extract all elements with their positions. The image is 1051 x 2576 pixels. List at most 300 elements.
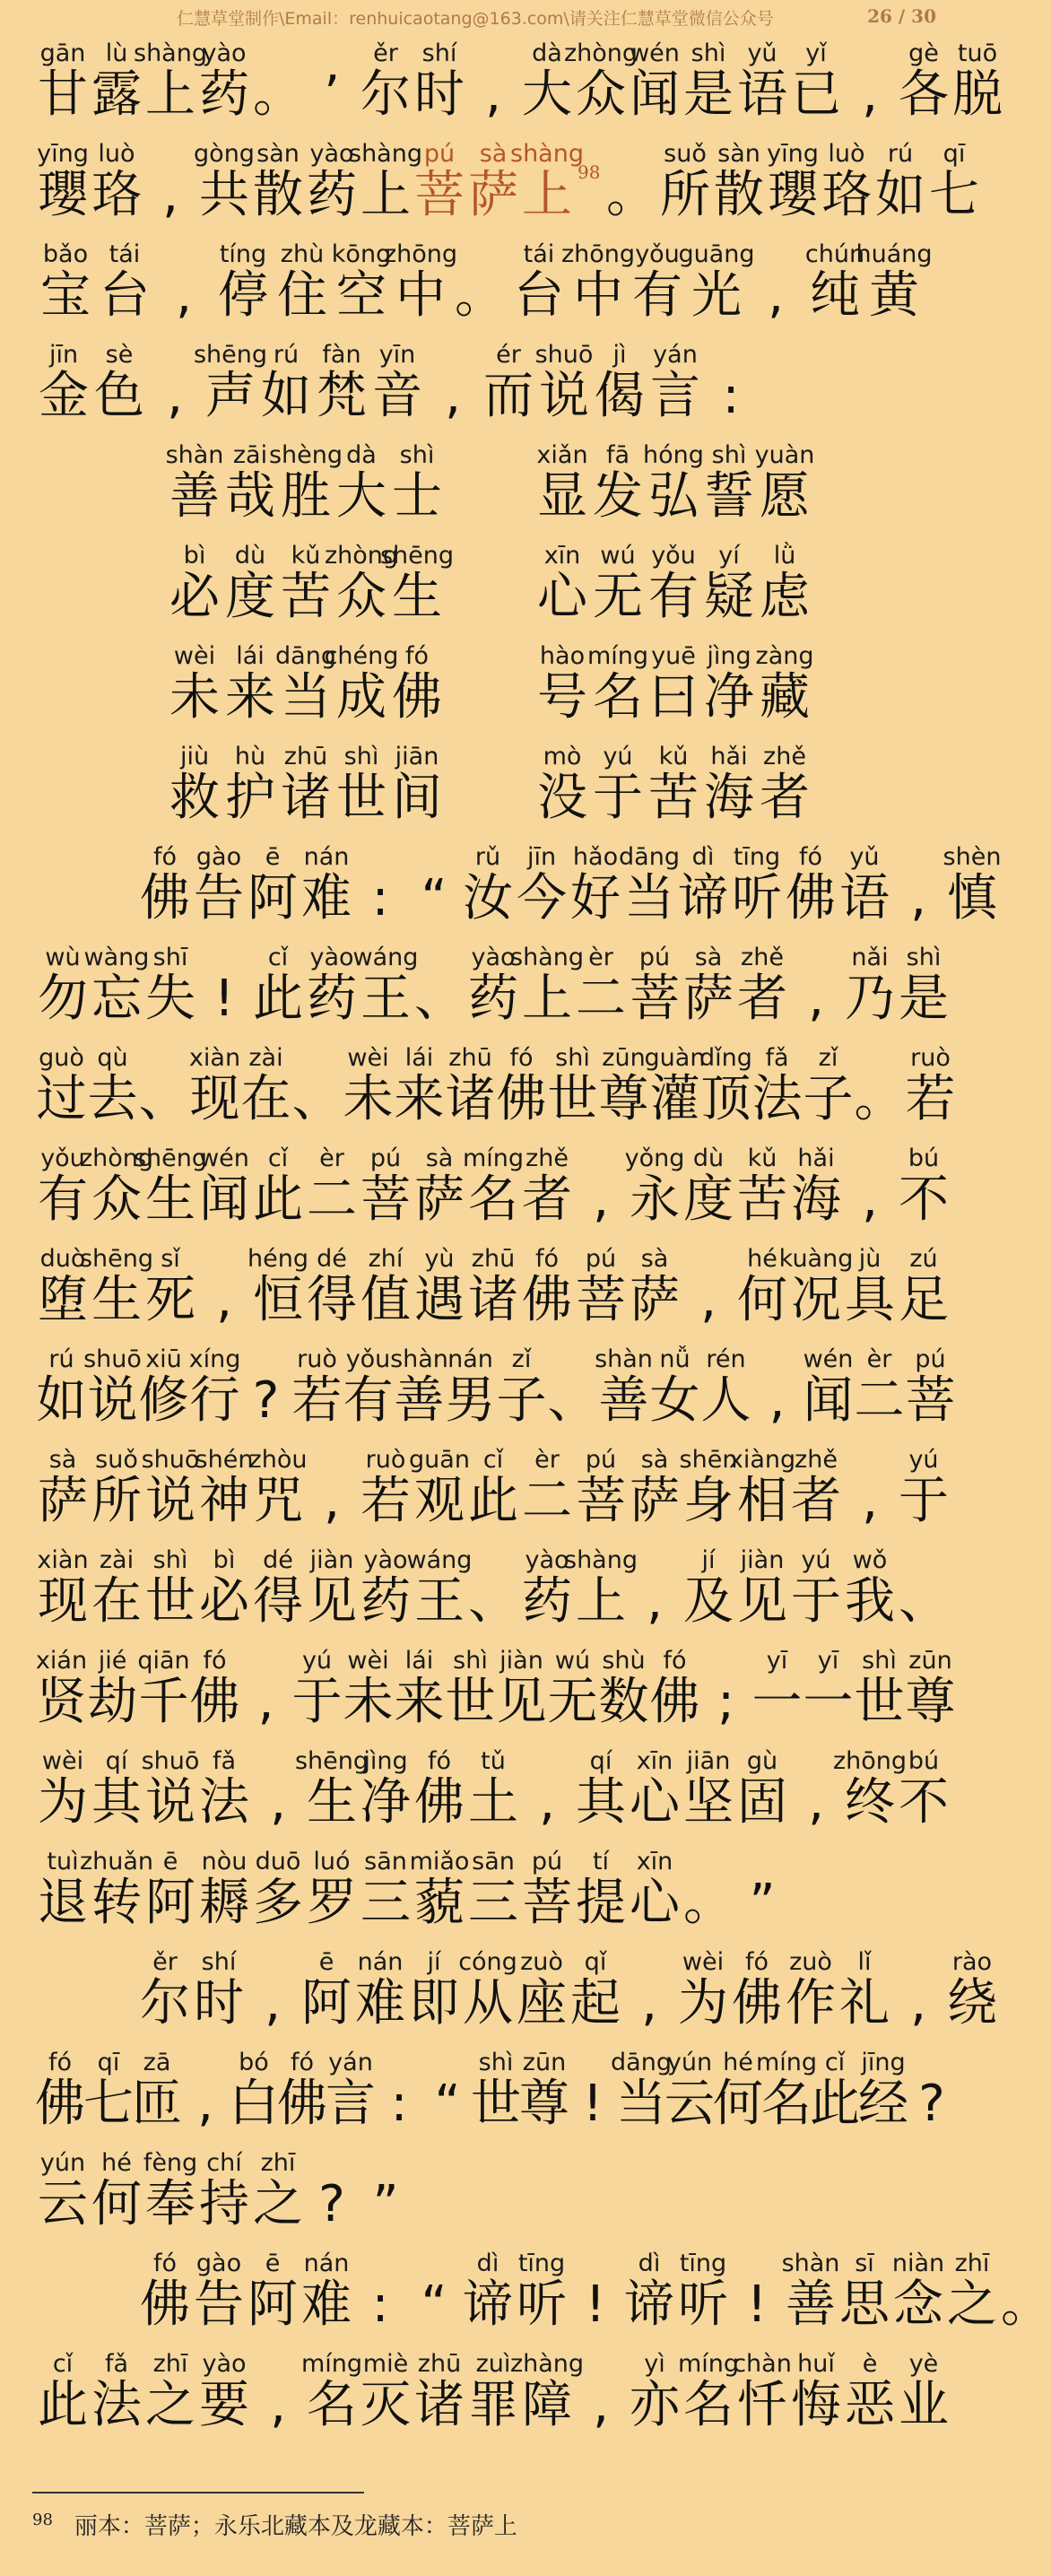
pinyin-syllable: rú [887,140,914,168]
pinyin-syllable: è [862,2350,878,2378]
hanzi-char: , [257,1673,274,1731]
text-line [0,2343,968,2443]
pinyin-syllable: jiàn [499,1647,543,1675]
hanzi-char: 珞 [821,166,872,224]
hanzi-char: 善 [786,2276,836,2334]
hanzi-char: 听 [517,2276,567,2334]
text-line [0,1037,968,1137]
pinyin-syllable: sà [640,1245,669,1273]
hanzi-char: 悔 [791,2376,841,2434]
hanzi-char: 众 [91,1171,142,1229]
pinyin-syllable: míng [462,1144,525,1172]
pinyin-syllable: yì [644,2350,665,2378]
pinyin-syllable: yào [309,944,354,971]
pinyin-syllable: hǎi [710,743,748,770]
pinyin-syllable: fó [663,1647,687,1675]
hanzi-char: ? [252,1371,280,1430]
pinyin-syllable: qiān [137,1647,190,1675]
pinyin-syllable: ē [265,843,281,871]
hanzi-row [0,1670,968,1735]
hanzi-char: 佛 [189,1673,240,1731]
hanzi-char: 今 [517,869,567,927]
hanzi-char: 身 [683,1472,734,1530]
hanzi-char: 如 [261,367,311,425]
hanzi-char: 善 [598,1371,649,1430]
pinyin-syllable: lái [236,642,265,670]
text-line [0,1941,997,2041]
hanzi-char: 法 [199,1773,249,1832]
hanzi-char: 一 [803,1673,854,1731]
hanzi-char: 况 [791,1271,841,1329]
hanzi-char: 佛 [496,1070,547,1128]
pinyin-syllable: pú [531,1848,563,1875]
pinyin-syllable: tíng [219,240,267,268]
hanzi-char: 苦 [648,769,699,827]
hanzi-char: 住 [277,266,327,325]
hanzi-char: 发 [593,467,643,526]
pinyin-syllable: guāng [678,240,755,268]
hanzi-char: 说 [145,1773,195,1832]
hanzi-char: 要 [199,2376,249,2434]
pinyin-syllable: tí [592,1848,610,1875]
hanzi-char: 世 [471,2075,521,2133]
pinyin-syllable: shàng [510,944,584,971]
hanzi-char: 共 [199,166,249,224]
hanzi-char: 二 [307,1171,357,1229]
pinyin-syllable: xíng [188,1345,241,1373]
hanzi-char: 过 [36,1070,87,1128]
hanzi-char: 黄 [869,266,919,325]
pinyin-syllable: zūn [908,1647,952,1675]
pinyin-syllable: jié [98,1647,127,1675]
hanzi-char: 间 [392,769,442,827]
hanzi-char: : [371,2276,389,2334]
hanzi-row [0,866,997,931]
text-line [0,836,1002,936]
hanzi-char: “ [421,869,447,927]
pinyin-syllable: gù [746,1747,778,1775]
pinyin-syllable: gè [908,39,939,67]
pinyin-syllable: xīn [636,1747,673,1775]
hanzi-char: , [808,970,824,1028]
pinyin-syllable: héng [248,1245,308,1273]
pinyin-syllable: zhī [954,2250,990,2277]
hanzi-char: 者 [522,1171,572,1229]
pinyin-syllable: xiàn [37,1546,89,1574]
hanzi-char: , [808,1773,824,1832]
hanzi-row [0,967,968,1031]
hanzi-char: 梵 [317,367,367,425]
hanzi-char: 男 [445,1371,496,1430]
pinyin-syllable: tuì [47,1848,79,1875]
page-number: 26 / 30 [867,5,936,27]
hanzi-char: 誓 [704,467,754,526]
hanzi-char: 汝 [463,869,513,927]
hanzi-char: 顶 [700,1070,751,1128]
hanzi-char: , [539,1773,555,1832]
pinyin-syllable: zūn [602,1044,646,1072]
text-line [0,1740,968,1841]
pinyin-syllable: zhàng [509,2350,585,2378]
pinyin-syllable: sàn [256,140,300,168]
pinyin-syllable: wǒ [852,1546,888,1574]
hanzi-char: 阿 [248,869,298,927]
hanzi-char: , [641,1974,657,2032]
pinyin-syllable: cǐ [482,1446,504,1474]
hanzi-char: 、 [138,1070,189,1128]
hanzi-char: 念 [893,2276,943,2334]
pinyin-syllable: zā [143,2049,171,2076]
hanzi-char: 从 [463,1974,513,2032]
hanzi-char: ! [746,2276,768,2334]
pinyin-syllable: zhū [283,743,328,770]
pinyin-syllable: yún [39,2149,86,2177]
hanzi-char: 、 [414,970,465,1028]
pinyin-syllable: fó [509,1044,534,1072]
hanzi-char: , [265,1974,281,2032]
hanzi-char: 贤 [36,1673,87,1731]
pinyin-syllable: shén [195,1446,254,1474]
pinyin-syllable: yù [424,1245,455,1273]
hanzi-char: 于 [791,1572,841,1631]
hanzi-char: 修 [138,1371,189,1430]
pinyin-syllable: zhí [368,1245,404,1273]
pinyin-syllable: yǒu [651,542,696,570]
hanzi-char: 萨 [683,970,734,1028]
hanzi-char: 障 [522,2376,572,2434]
text-line [0,334,968,434]
pinyin-syllable: zǐ [818,1044,838,1072]
hanzi-char: 乃 [845,970,895,1028]
pinyin-syllable: shī [152,944,188,971]
hanzi-char: 佛 [414,1773,465,1832]
pinyin-syllable: gào [195,843,242,871]
hanzi-char: 名 [683,2376,734,2434]
hanzi-char: 得 [307,1271,357,1329]
hanzi-char: 此 [38,2376,88,2434]
pinyin-syllable: ē [265,2250,281,2277]
hanzi-char: 三 [468,1874,518,1932]
pinyin-syllable: shèng [268,441,343,469]
hanzi-char: 时 [414,65,465,124]
hanzi-row [0,1268,968,1333]
pinyin-syllable: hé [101,2149,132,2177]
hanzi-char: 为 [38,1773,88,1832]
pinyin-syllable: shēng [294,1747,369,1775]
pinyin-syllable: nǎi [851,944,889,971]
hanzi-char: 生 [392,568,442,626]
hanzi-char: 罗 [307,1874,357,1932]
hanzi-char: 坚 [683,1773,734,1832]
pinyin-syllable: guān [409,1446,470,1474]
hanzi-char: 语 [839,869,890,927]
hanzi-char: 恒 [253,1271,303,1329]
pinyin-syllable: xīn [543,542,581,570]
pinyin-syllable: míng [300,2350,363,2378]
pinyin-syllable: shì [711,441,747,469]
hanzi-char: 谛 [678,869,728,927]
pinyin-syllable: sà [48,1446,77,1474]
pinyin-syllable: sà [479,140,508,168]
hanzi-char: 何 [91,2175,142,2233]
pinyin-syllable: kuàng [778,1245,854,1273]
hanzi-char: 谛 [463,2276,513,2334]
pinyin-syllable: pú [638,944,671,971]
pinyin-syllable: cóng [458,1948,517,1976]
hanzi-char: 尊 [519,2075,569,2133]
hanzi-char: 萨 [414,1171,465,1229]
pinyin-syllable: tīng [679,2250,727,2277]
hanzi-char: 尊 [598,1070,649,1128]
hanzi-char: 七 [929,166,979,224]
pinyin-syllable: tái [523,240,555,268]
pinyin-syllable: wèi [682,1948,725,1976]
hanzi-char: 心 [537,568,587,626]
hanzi-char: 慎 [947,869,997,927]
pinyin-syllable: kǔ [747,1144,777,1172]
hanzi-char: 生 [145,1171,195,1229]
hanzi-row [0,2373,968,2438]
hanzi-char: 药 [522,1572,572,1631]
pinyin-syllable: luó [313,1848,351,1875]
pinyin-syllable: shàn [595,1345,653,1373]
hanzi-char: 若 [360,1472,411,1530]
hanzi-char: 脱 [952,65,1003,124]
hanzi-char: 世 [145,1572,195,1631]
pinyin-syllable: wù [45,944,81,971]
hanzi-char: 声 [205,367,256,425]
pinyin-syllable: fó [404,642,430,670]
pinyin-syllable: shàng [564,1546,638,1574]
pinyin-syllable: shì [343,743,379,770]
pinyin-syllable: rú [48,1345,74,1373]
pinyin-syllable: shàng [134,39,207,67]
pinyin-syllable: hé [723,2049,753,2076]
hanzi-char: 苦 [281,568,331,626]
text-line [0,434,968,535]
pinyin-syllable: zhòng [324,542,399,570]
pinyin-syllable: dì [638,2250,661,2277]
hanzi-row [0,161,979,228]
hanzi-char: 若 [905,1070,956,1128]
hanzi-char: 疑 [704,568,754,626]
hanzi-char: 闻 [630,65,680,124]
pinyin-syllable: dà [346,441,377,469]
pinyin-syllable: hào [539,642,586,670]
pinyin-syllable: fó [427,1747,452,1775]
hanzi-char: 匝 [132,2075,182,2133]
pinyin-syllable: jiān [395,743,439,770]
hanzi-char: ! [213,970,235,1028]
hanzi-char: 纯 [810,266,860,325]
pinyin-syllable: zhōng [383,240,458,268]
hanzi-char: 亦 [630,2376,680,2434]
pinyin-syllable: fàn [322,341,361,369]
pinyin-syllable: shàn [390,1345,448,1373]
pinyin-syllable: shēn [679,1446,738,1474]
hanzi-char: 难 [301,869,352,927]
hanzi-row [0,1469,968,1534]
pinyin-syllable: zài [99,1546,135,1574]
hanzi-char: 名 [761,2075,812,2133]
pinyin-syllable: yú [908,1446,939,1474]
hanzi-char: 有 [38,1171,88,1229]
hanzi-char: 云 [664,2075,715,2133]
hanzi-char: 见 [307,1572,357,1631]
hanzi-char: 上 [576,1572,626,1631]
hanzi-char: 萨 [38,1472,88,1530]
hanzi-char: 足 [899,1271,949,1329]
pinyin-syllable: sè [105,341,134,369]
hanzi-char: , [324,1472,340,1530]
text-line [0,233,968,334]
hanzi-char: 诸 [445,1070,496,1128]
pinyin-syllable: jīn [526,843,557,871]
hanzi-char: 护 [225,769,275,827]
hanzi-char: 耨 [199,1874,249,1932]
hanzi-char: 者 [791,1472,841,1530]
hanzi-char: : [390,2075,408,2133]
hanzi-char: 未 [343,1673,394,1731]
pinyin-syllable: mò [543,743,582,770]
hanzi-char: 相 [737,1472,787,1530]
pinyin-syllable: gòng [194,140,255,168]
pinyin-syllable: shì [555,1044,590,1072]
hanzi-char: 生 [91,1271,142,1329]
pinyin-syllable: zuò [520,1948,563,1976]
hanzi-char: : [371,869,389,927]
hanzi-char: 名 [307,2376,357,2434]
pinyin-syllable: qī [97,2049,120,2076]
hanzi-char: , [593,2376,609,2434]
hanzi-char: 何 [737,1271,787,1329]
hanzi-char: 来 [225,668,275,727]
pinyin-syllable: yī [817,1647,839,1675]
hanzi-char: 现 [189,1070,240,1128]
pinyin-syllable: luò [98,140,135,168]
hanzi-char: 、 [899,1572,949,1631]
pinyin-syllable: shàng [510,140,584,168]
hanzi-row [0,264,968,328]
pinyin-syllable: xiàn [188,1044,241,1072]
hanzi-char: 珞 [91,166,142,224]
pinyin-syllable: jí [427,1948,441,1976]
text-line [0,133,979,233]
hanzi-char: , [700,1271,717,1329]
pinyin-syllable: wén [803,1345,854,1373]
pinyin-syllable: wáng [406,1546,473,1574]
pinyin-syllable: qǐ [584,1948,607,1976]
hanzi-row [0,1168,968,1232]
pinyin-syllable: zhōng [560,240,636,268]
pinyin-syllable: pú [369,1144,402,1172]
pinyin-syllable: zhuǎn [79,1848,154,1875]
hanzi-row [0,2072,968,2137]
hanzi-char: 未 [343,1070,394,1128]
pinyin-syllable: shàn [781,2250,840,2277]
pinyin-syllable: wén [199,1144,249,1172]
pinyin-syllable: yuē [651,642,696,670]
hanzi-char: 上 [522,166,572,224]
hanzi-char: 尔 [140,1974,190,2032]
pinyin-syllable: bú [908,1144,940,1172]
hanzi-char: 得 [253,1572,303,1631]
pinyin-syllable: hù [234,743,266,770]
hanzi-char: 二 [522,1472,572,1530]
pinyin-syllable: tǔ [481,1747,506,1775]
hanzi-char: 于 [593,769,643,827]
pinyin-syllable: zhū [448,1044,492,1072]
hanzi-char: 佛 [522,1271,572,1329]
pinyin-syllable: bì [213,1546,236,1574]
pinyin-syllable: wú [600,542,636,570]
hanzi-char: 在 [240,1070,291,1128]
pinyin-syllable: zāi [232,441,268,469]
pinyin-syllable: dì [691,843,715,871]
pinyin-syllable: shì [862,1647,897,1675]
pinyin-syllable: ěr [152,1948,178,1976]
pinyin-syllable: fó [152,843,178,871]
hanzi-char: 提 [576,1874,626,1932]
hanzi-char: 经 [858,2075,908,2133]
hanzi-char: 绕 [947,1974,997,2032]
footnote-divider [32,2492,364,2493]
hanzi-char: 名 [593,668,643,727]
hanzi-char: 白 [229,2075,279,2133]
pinyin-syllable: nán [357,1948,404,1976]
hanzi-char: 退 [38,1874,88,1932]
pinyin-syllable: dà [532,39,562,67]
pinyin-syllable: yán [328,2049,373,2076]
pinyin-syllable: suǒ [95,1446,138,1474]
hanzi-char: 士 [392,467,442,526]
pinyin-syllable: shí [201,1948,237,1976]
hanzi-char: 固 [737,1773,787,1832]
hanzi-char: 尊 [905,1673,956,1731]
hanzi-char: 忏 [737,2376,787,2434]
pinyin-syllable: yú [801,1546,831,1574]
pinyin-syllable: miè [362,2350,409,2378]
pinyin-syllable: pú [585,1245,617,1273]
pinyin-syllable: dù [692,1144,725,1172]
pinyin-syllable: fā [605,441,630,469]
pinyin-syllable: lái [404,1647,434,1675]
hanzi-char: 、 [547,1371,598,1430]
hanzi-char: 瓔 [768,166,818,224]
pinyin-syllable: ē [162,1848,178,1875]
hanzi-char: 药 [307,166,357,224]
hanzi-char: 勿 [38,970,88,1028]
hanzi-char: 曰 [648,668,699,727]
hanzi-char: “ [421,2276,447,2334]
pinyin-syllable: fó [798,843,823,871]
pinyin-syllable: chàn [733,2350,792,2378]
hanzi-row [0,1369,968,1433]
hanzi-char: 成 [336,668,387,727]
hanzi-char: 忘 [91,970,142,1028]
pinyin-syllable: zhě [526,1144,569,1172]
pinyin-syllable: yào [363,1546,408,1574]
hanzi-char: 此 [810,2075,860,2133]
hanzi-char: 、 [468,1572,518,1631]
pinyin-syllable: sǐ [161,1245,180,1273]
hanzi-char: 散 [714,166,764,224]
pinyin-syllable: jí [701,1546,716,1574]
pinyin-syllable: fó [534,1245,560,1273]
pinyin-syllable: yào [525,1546,569,1574]
hanzi-char: 药 [307,970,357,1028]
hanzi-char: , [593,1171,609,1229]
